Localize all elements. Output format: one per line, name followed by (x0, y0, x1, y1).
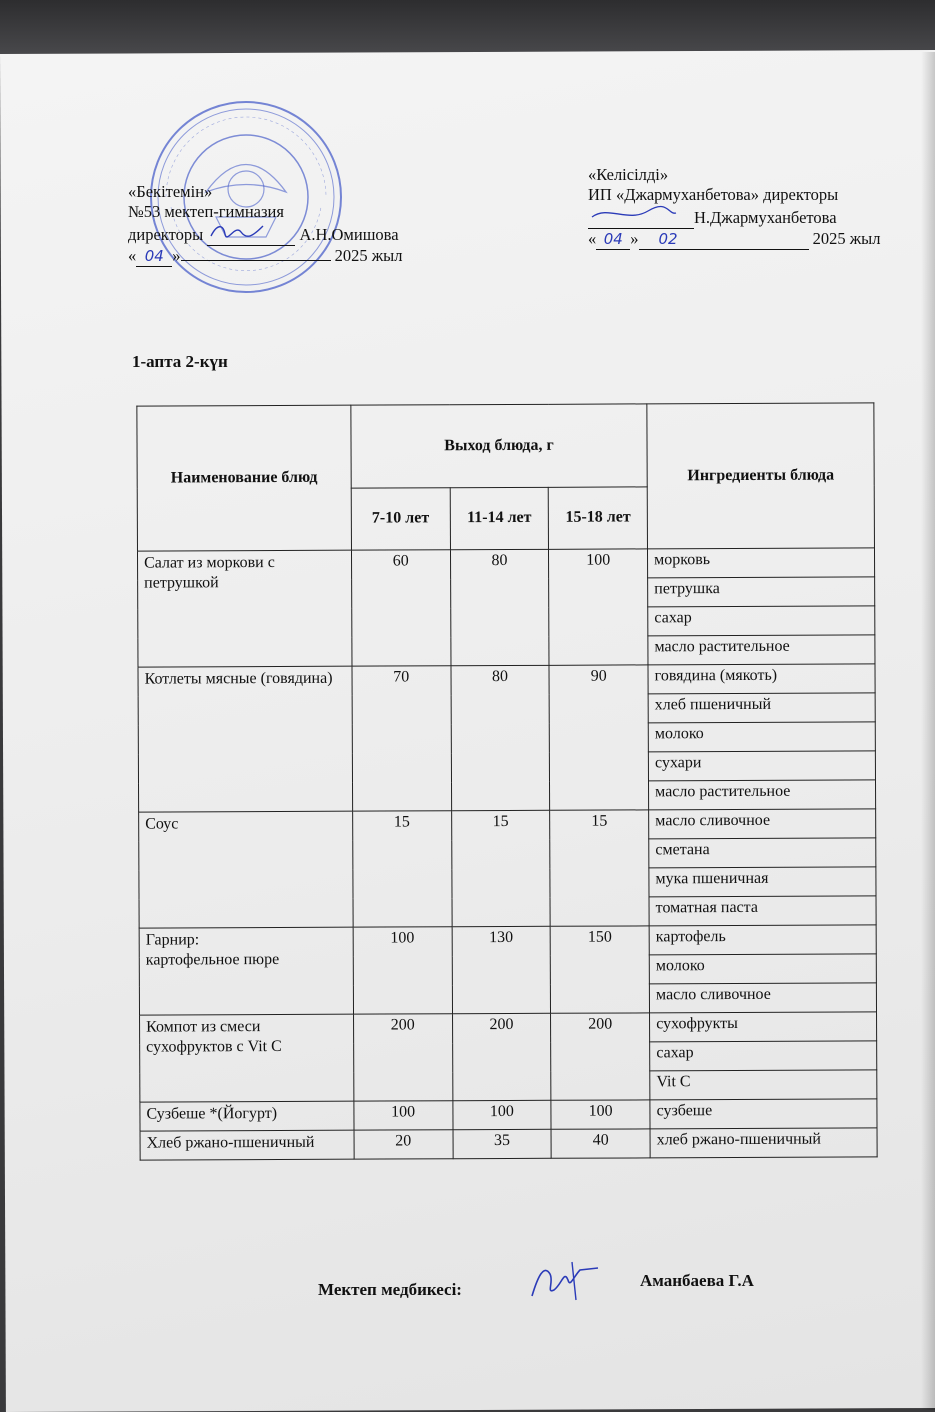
yield-11-14: 35 (453, 1129, 552, 1158)
yield-7-10: 70 (352, 666, 451, 811)
ingredient: морковь (648, 548, 875, 578)
page-title: 1-апта 2-күн (132, 352, 228, 371)
yield-7-10: 100 (353, 927, 452, 1014)
dish-name: Компот из смеси сухофруктов с Vit C (140, 1014, 354, 1102)
header-dish-name: Наименование блюд (137, 405, 351, 551)
table-row (139, 925, 876, 957)
approval-left-school: №53 мектеп-гимназия (128, 202, 284, 221)
yield-11-14: 100 (452, 1100, 551, 1129)
ingredient: сузбеше (650, 1099, 877, 1129)
header-age-15-18: 15-18 лет (549, 487, 648, 550)
ingredient: молоко (649, 954, 876, 984)
header-yield: Выход блюда, г (351, 404, 648, 488)
approval-block-right (588, 165, 880, 250)
ingredient: картофель (649, 925, 876, 955)
yield-7-10: 15 (352, 811, 451, 927)
yield-11-14: 80 (450, 549, 549, 665)
menu-table (136, 402, 877, 1160)
ingredient: сухофрукты (650, 1012, 877, 1042)
ingredient: хлеб ржано-пшеничный (650, 1128, 877, 1158)
ingredient: сметана (649, 838, 876, 868)
handwritten-signature-left (207, 222, 267, 240)
ingredient: мука пшеничная (649, 867, 876, 897)
approval-left-director: директоры А.Н.Омишова (128, 222, 402, 246)
handwritten-signature-right (588, 205, 678, 223)
yield-15-18: 200 (551, 1013, 650, 1100)
nurse-name: Аманбаева Г.А (640, 1271, 754, 1290)
dish-name: Гарнир: картофельное пюре (139, 927, 353, 1015)
yield-15-18: 100 (549, 549, 648, 665)
yield-7-10: 20 (354, 1130, 453, 1159)
ingredient: масло растительное (648, 635, 875, 665)
ingredient: молоко (648, 722, 875, 752)
nurse-label: Мектеп медбикесі: (318, 1280, 462, 1299)
ingredient: масло растительное (649, 780, 876, 810)
table-row (139, 809, 876, 841)
approval-left-date: « 04 » 2025 жыл (128, 246, 403, 265)
header-age-11-14: 11-14 лет (450, 487, 549, 550)
table-row (140, 1012, 877, 1044)
dish-name: Котлеты мясные (говядина) (138, 666, 352, 812)
header-ingredients: Ингредиенты блюда (647, 403, 875, 549)
yield-7-10: 200 (353, 1014, 452, 1101)
approval-right-director: Н.Джармуханбетова (588, 205, 880, 229)
signature-line (588, 205, 694, 229)
table-row (138, 664, 875, 696)
yield-7-10: 60 (351, 550, 450, 666)
yield-11-14: 200 (452, 1013, 551, 1100)
yield-15-18: 15 (550, 810, 649, 926)
table-row (140, 1128, 877, 1160)
yield-11-14: 15 (451, 810, 550, 926)
ingredient: сахар (648, 606, 875, 636)
ingredient: хлеб пшеничный (648, 693, 875, 723)
dish-name: Салат из моркови с петрушкой (137, 550, 351, 667)
approval-right-company: ИП «Джармуханбетова» директоры (588, 185, 839, 204)
ingredient: масло сливочное (649, 983, 876, 1013)
yield-15-18: 100 (551, 1100, 650, 1129)
ingredient: сахар (650, 1041, 877, 1071)
ingredient: сухари (648, 751, 875, 781)
ingredient: томатная паста (649, 896, 876, 926)
ingredient: говядина (мякоть) (648, 664, 875, 694)
ingredient: масло сливочное (649, 809, 876, 839)
dish-name: Хлеб ржано-пшеничный (140, 1130, 354, 1160)
approval-right-heading: «Келісілді» (588, 165, 669, 184)
yield-11-14: 130 (452, 926, 551, 1013)
approval-left-heading: «Бекітемін» (128, 182, 213, 201)
ingredient: Vit C (650, 1070, 877, 1100)
yield-15-18: 90 (549, 665, 648, 810)
table-row (137, 548, 874, 580)
signature-line (207, 222, 295, 246)
yield-11-14: 80 (451, 665, 550, 810)
handwritten-signature-nurse (524, 1256, 604, 1306)
ingredient: петрушка (648, 577, 875, 607)
yield-7-10: 100 (354, 1101, 453, 1130)
header-age-7-10: 7-10 лет (351, 487, 450, 550)
approval-right-date: « 04 » 02 2025 жыл (588, 229, 881, 248)
yield-15-18: 40 (551, 1129, 650, 1158)
yield-15-18: 150 (550, 926, 649, 1013)
dish-name: Сузбеше *(Йогурт) (140, 1101, 354, 1131)
dish-name: Соус (139, 811, 353, 928)
approval-block-left (128, 182, 402, 267)
background-surface (0, 0, 935, 58)
table-row (140, 1099, 877, 1131)
sheet-shadow (921, 52, 935, 1410)
